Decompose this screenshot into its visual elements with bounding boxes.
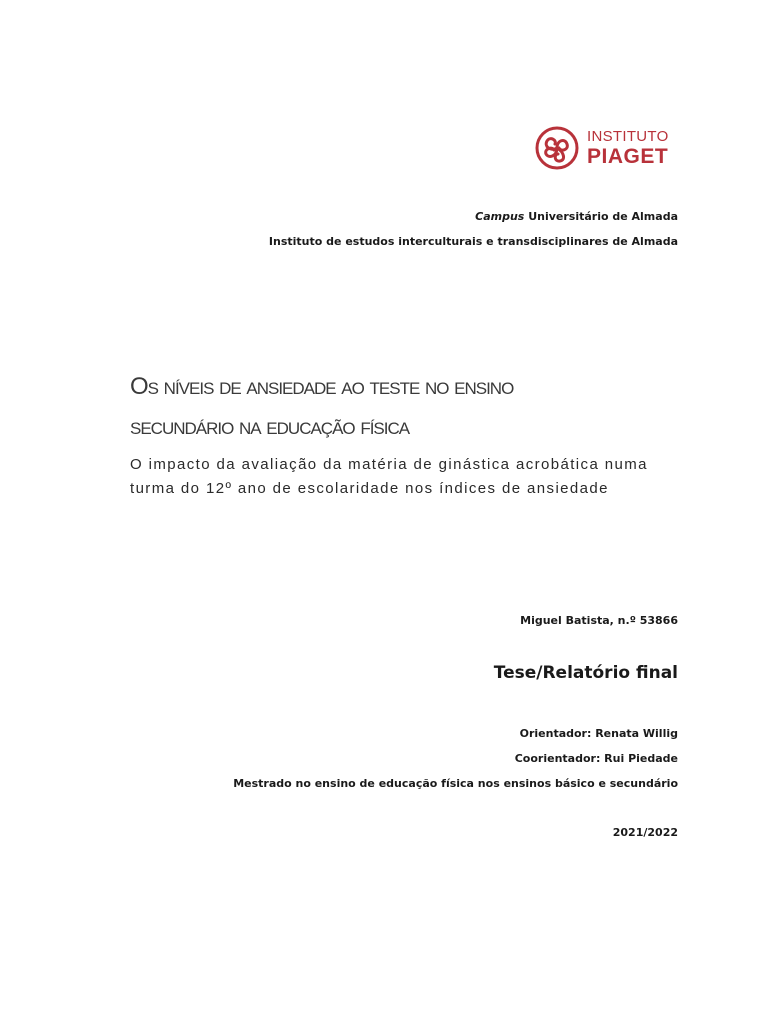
institute-logo bbox=[535, 122, 680, 174]
institute-line: Instituto de estudos interculturais e transdisciplinares de Almada bbox=[268, 235, 678, 248]
coadvisor-line: Coorientador: Rui Piedade bbox=[514, 752, 678, 765]
program-line: Mestrado no ensino de educação física nos ensinos básico e secundário bbox=[233, 777, 678, 790]
author-line: Miguel Batista, n.º 53866 bbox=[520, 614, 678, 627]
campus-italic: Campus bbox=[475, 210, 525, 223]
thesis-type: Tese/Relatório final bbox=[493, 663, 678, 683]
campus-line bbox=[475, 210, 678, 223]
document-title bbox=[130, 367, 690, 447]
campus-rest: Universitário de Almada bbox=[524, 210, 678, 223]
title-line-2: secundário na educação física bbox=[130, 413, 410, 440]
logo-line-piaget: PIAGET bbox=[587, 145, 669, 168]
subtitle-line-2: turma do 12º ano de escolaridade nos índices de ansiedade bbox=[130, 480, 609, 497]
logo-line-instituto: INSTITUTO bbox=[587, 128, 669, 145]
triskelion-icon bbox=[535, 126, 579, 170]
year-line: 2021/2022 bbox=[612, 826, 678, 839]
subtitle-line-1: O impacto da avaliação da matéria de ginástica acrobática numa bbox=[130, 456, 648, 473]
title-line-1: Os níveis de ansiedade ao teste no ensino bbox=[130, 373, 514, 400]
document-subtitle bbox=[130, 453, 690, 501]
logo-wordmark bbox=[587, 129, 669, 167]
advisor-line: Orientador: Renata Willig bbox=[519, 727, 678, 740]
